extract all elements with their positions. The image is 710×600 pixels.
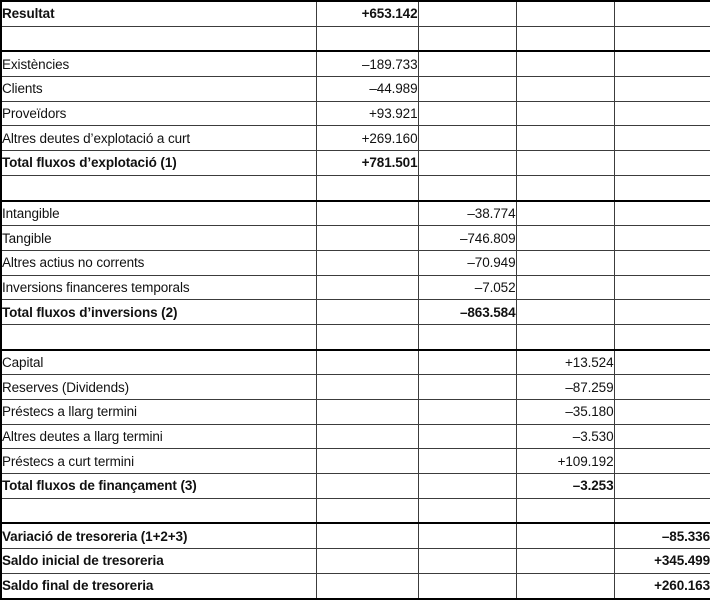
value-cell — [418, 449, 516, 474]
value-cell — [418, 350, 516, 375]
value-cell — [614, 474, 710, 499]
value-cell — [418, 523, 516, 548]
value-cell — [516, 26, 614, 51]
value-cell — [418, 101, 516, 126]
table-row — [1, 1, 710, 26]
spacer-row — [1, 26, 710, 51]
value-cell — [418, 51, 516, 76]
value-cell — [516, 101, 614, 126]
row-label: Altres deutes a llarg termini — [1, 424, 316, 449]
value-cell: –863.584 — [418, 300, 516, 325]
value-cell — [614, 26, 710, 51]
value-cell — [516, 151, 614, 176]
value-cell — [614, 151, 710, 176]
value-cell — [516, 573, 614, 598]
value-cell — [516, 201, 614, 226]
value-cell — [418, 26, 516, 51]
value-cell: +653.142 — [316, 1, 418, 26]
value-cell — [614, 275, 710, 300]
value-cell — [516, 498, 614, 523]
value-cell — [316, 424, 418, 449]
value-cell — [614, 350, 710, 375]
table-row — [1, 350, 710, 375]
value-cell: +93.921 — [316, 101, 418, 126]
value-cell: –70.949 — [418, 250, 516, 275]
value-cell — [316, 350, 418, 375]
table-row — [1, 226, 710, 251]
value-cell — [316, 375, 418, 400]
value-cell — [614, 375, 710, 400]
value-cell — [516, 226, 614, 251]
row-label: Altres deutes d’explotació a curt — [1, 126, 316, 151]
value-cell — [516, 175, 614, 200]
value-cell: +269.160 — [316, 126, 418, 151]
table-row — [1, 474, 710, 499]
value-cell: –3.253 — [516, 474, 614, 499]
row-label: Préstecs a llarg termini — [1, 400, 316, 425]
value-cell: +781.501 — [316, 151, 418, 176]
value-cell: –44.989 — [316, 77, 418, 102]
value-cell — [516, 300, 614, 325]
value-cell — [516, 1, 614, 26]
value-cell — [614, 449, 710, 474]
value-cell: –189.733 — [316, 51, 418, 76]
value-cell — [516, 126, 614, 151]
value-cell: +345.499 — [614, 549, 710, 574]
value-cell: –38.774 — [418, 201, 516, 226]
value-cell — [516, 250, 614, 275]
row-label — [1, 498, 316, 523]
row-label: Total fluxos de finançament (3) — [1, 474, 316, 499]
value-cell: –85.336 — [614, 523, 710, 548]
table-row — [1, 126, 710, 151]
value-cell — [516, 275, 614, 300]
row-label: Saldo inicial de tresoreria — [1, 549, 316, 574]
value-cell — [418, 573, 516, 598]
row-label: Total fluxos d’explotació (1) — [1, 151, 316, 176]
value-cell — [316, 324, 418, 349]
value-cell — [316, 201, 418, 226]
row-label: Préstecs a curt termini — [1, 449, 316, 474]
value-cell — [316, 175, 418, 200]
value-cell — [316, 523, 418, 548]
value-cell — [516, 549, 614, 574]
value-cell — [316, 474, 418, 499]
table-row — [1, 151, 710, 176]
value-cell — [418, 498, 516, 523]
value-cell — [316, 549, 418, 574]
value-cell — [614, 226, 710, 251]
value-cell — [418, 400, 516, 425]
value-cell — [516, 51, 614, 76]
table-row — [1, 300, 710, 325]
row-label: Saldo final de tresoreria — [1, 573, 316, 598]
table-row — [1, 201, 710, 226]
row-label: Inversions financeres temporals — [1, 275, 316, 300]
value-cell: –87.259 — [516, 375, 614, 400]
value-cell — [614, 250, 710, 275]
value-cell: +13.524 — [516, 350, 614, 375]
table-row — [1, 77, 710, 102]
value-cell: +109.192 — [516, 449, 614, 474]
table-row — [1, 573, 710, 598]
value-cell — [418, 126, 516, 151]
row-label: Capital — [1, 350, 316, 375]
value-cell — [316, 275, 418, 300]
table-row — [1, 523, 710, 548]
value-cell — [614, 101, 710, 126]
row-label — [1, 26, 316, 51]
value-cell — [614, 175, 710, 200]
row-label: Intangible — [1, 201, 316, 226]
table-body — [1, 1, 710, 599]
value-cell — [614, 300, 710, 325]
row-label: Altres actius no corrents — [1, 250, 316, 275]
value-cell: –3.530 — [516, 424, 614, 449]
table-row — [1, 400, 710, 425]
value-cell — [516, 324, 614, 349]
table-row — [1, 275, 710, 300]
value-cell — [418, 1, 516, 26]
value-cell — [418, 151, 516, 176]
value-cell — [316, 226, 418, 251]
table-row — [1, 250, 710, 275]
row-label: Total fluxos d’inversions (2) — [1, 300, 316, 325]
value-cell — [614, 77, 710, 102]
value-cell — [316, 26, 418, 51]
row-label — [1, 324, 316, 349]
value-cell — [418, 77, 516, 102]
row-label: Clients — [1, 77, 316, 102]
value-cell — [418, 324, 516, 349]
value-cell — [614, 51, 710, 76]
row-label: Variació de tresoreria (1+2+3) — [1, 523, 316, 548]
table-row — [1, 549, 710, 574]
value-cell — [316, 250, 418, 275]
table-row — [1, 424, 710, 449]
value-cell — [418, 549, 516, 574]
value-cell: –35.180 — [516, 400, 614, 425]
value-cell — [614, 424, 710, 449]
value-cell — [614, 126, 710, 151]
row-label: Tangible — [1, 226, 316, 251]
value-cell — [418, 424, 516, 449]
value-cell — [516, 77, 614, 102]
row-label: Resultat — [1, 1, 316, 26]
value-cell — [516, 523, 614, 548]
table-row — [1, 101, 710, 126]
value-cell — [614, 1, 710, 26]
row-label — [1, 175, 316, 200]
value-cell — [316, 449, 418, 474]
value-cell: –746.809 — [418, 226, 516, 251]
spacer-row — [1, 175, 710, 200]
table-row — [1, 51, 710, 76]
value-cell — [614, 498, 710, 523]
spacer-row — [1, 498, 710, 523]
value-cell: –7.052 — [418, 275, 516, 300]
value-cell — [316, 498, 418, 523]
spacer-row — [1, 324, 710, 349]
value-cell — [418, 474, 516, 499]
value-cell — [316, 400, 418, 425]
value-cell: +260.163 — [614, 573, 710, 598]
row-label: Proveïdors — [1, 101, 316, 126]
table-row — [1, 375, 710, 400]
value-cell — [614, 324, 710, 349]
row-label: Existències — [1, 51, 316, 76]
value-cell — [418, 375, 516, 400]
value-cell — [418, 175, 516, 200]
value-cell — [614, 201, 710, 226]
value-cell — [316, 300, 418, 325]
table-row — [1, 449, 710, 474]
value-cell — [614, 400, 710, 425]
row-label: Reserves (Dividends) — [1, 375, 316, 400]
value-cell — [316, 573, 418, 598]
